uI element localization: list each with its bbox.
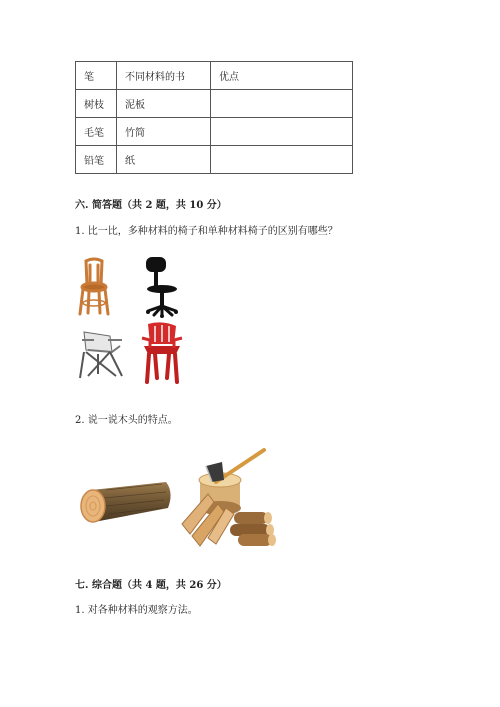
table-cell: 不同材料的书 bbox=[117, 62, 211, 90]
table-cell bbox=[211, 90, 353, 118]
table-cell: 毛笔 bbox=[76, 118, 117, 146]
table-cell: 泥板 bbox=[117, 90, 211, 118]
question-text: 2. 说一说木头的特点。 bbox=[75, 415, 178, 426]
table-cell bbox=[211, 146, 353, 174]
table-cell: 树枝 bbox=[76, 90, 117, 118]
folding-chair-image bbox=[76, 326, 126, 380]
axe-firewood-image bbox=[178, 446, 278, 550]
wooden-chair-image bbox=[74, 257, 114, 317]
table-cell: 优点 bbox=[211, 62, 353, 90]
plastic-chair-image bbox=[140, 322, 186, 384]
office-chair-image bbox=[140, 255, 184, 319]
table-cell: 铅笔 bbox=[76, 146, 117, 174]
section-7-heading: 七. 综合题（共 4 题，共 26 分） bbox=[75, 580, 227, 591]
table-row bbox=[76, 90, 353, 118]
question-text: 1. 对各种材料的观察方法。 bbox=[75, 605, 198, 616]
table-row bbox=[76, 118, 353, 146]
table-cell bbox=[211, 118, 353, 146]
table-cell: 笔 bbox=[76, 62, 117, 90]
table-row bbox=[76, 146, 353, 174]
table-row bbox=[76, 62, 353, 90]
question-text: 1. 比一比，多种材料的椅子和单种材料椅子的区别有哪些？ bbox=[75, 226, 338, 237]
log-image bbox=[76, 478, 174, 526]
table-cell: 竹简 bbox=[117, 118, 211, 146]
section-6-heading: 六. 简答题（共 2 题，共 10 分） bbox=[75, 200, 227, 211]
materials-table bbox=[75, 61, 353, 174]
table-cell: 纸 bbox=[117, 146, 211, 174]
